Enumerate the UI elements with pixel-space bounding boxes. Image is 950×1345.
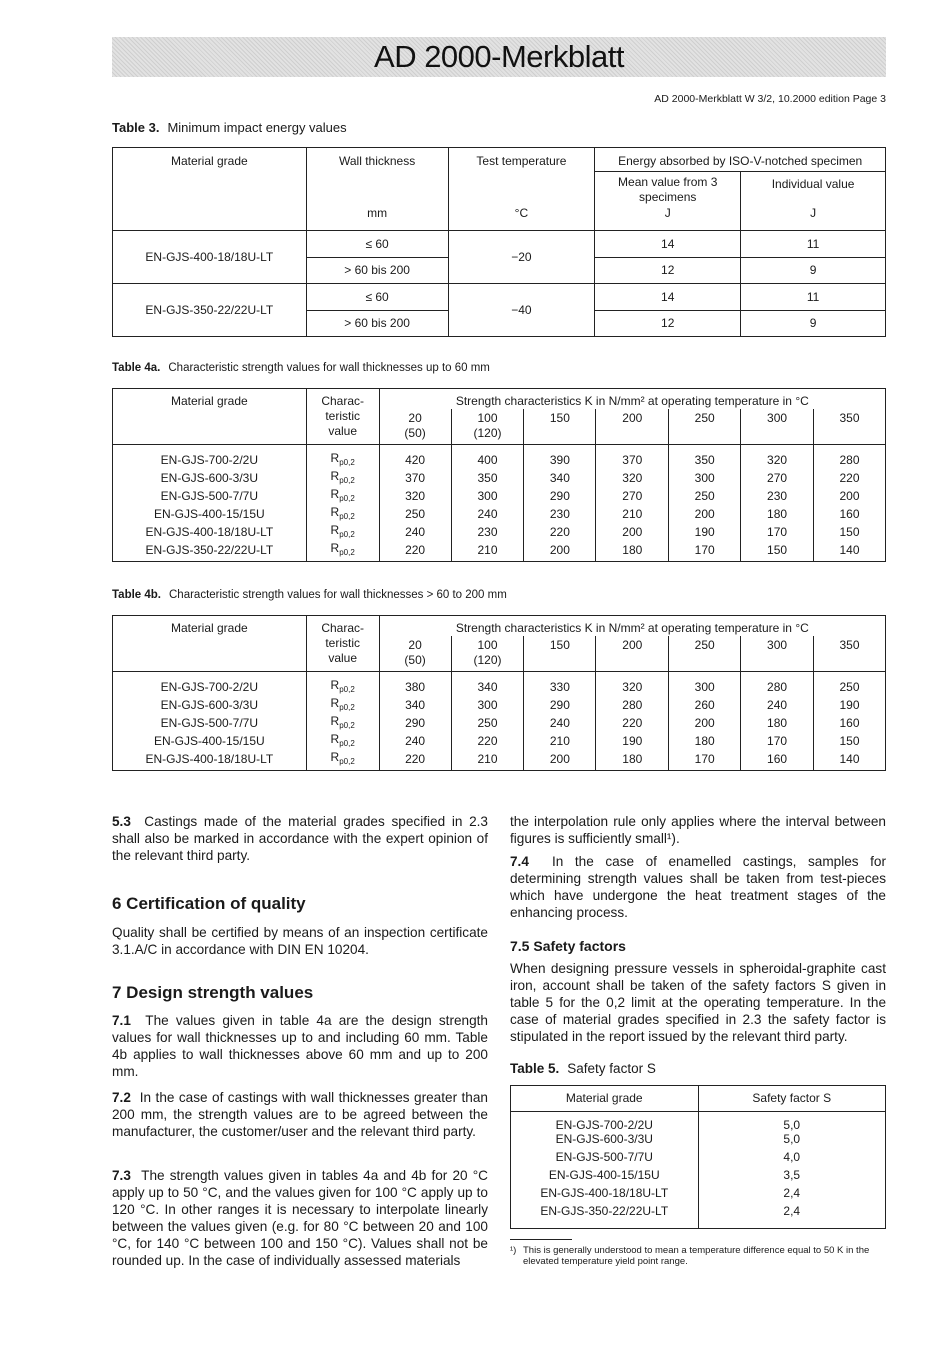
- strength-value: 380: [379, 672, 451, 695]
- safety-factor-value: 2,4: [698, 1204, 886, 1222]
- header-characteristic-value: Charac- teristic value: [306, 389, 379, 445]
- impact-individual-value: 11: [741, 231, 886, 257]
- strength-value: 200: [524, 539, 596, 557]
- header-material-grade: Material grade: [511, 1086, 699, 1112]
- header-material-grade: Material grade: [113, 616, 307, 672]
- table-spacer: [669, 557, 741, 561]
- strength-value: 320: [596, 467, 669, 485]
- strength-value: 300: [669, 672, 741, 695]
- temperature-value: 150: [549, 410, 570, 425]
- strength-material-grade: EN-GJS-400-18/18U-LT: [113, 748, 307, 766]
- impact-mean-value: 14: [595, 284, 741, 310]
- impact-mean-value: 12: [595, 310, 741, 336]
- temperature-range: (50): [404, 425, 426, 440]
- heading-safety-factors: 7.5 Safety factors: [510, 938, 626, 954]
- strength-value: 340: [524, 467, 596, 485]
- safety-material-grade: EN-GJS-500-7/7U: [511, 1150, 699, 1168]
- impact-wall-thickness: ≤ 60: [306, 231, 448, 257]
- header-temperature: [451, 409, 524, 445]
- strength-value: 390: [524, 445, 596, 468]
- header-strength-characteristics: Strength characteristics K in N/mm² at operating temperature in °C: [455, 394, 809, 408]
- section-5-3: 5.3 Castings made of the material grades specified in 2.3 shall also be marked in accordance with the expert opinion of the relevant third party.: [112, 814, 488, 863]
- temperature-value: 350: [839, 637, 860, 652]
- header-temperature: [451, 636, 524, 672]
- strength-value: 230: [524, 503, 596, 521]
- strength-value: 240: [741, 694, 814, 712]
- impact-test-temperature: −40: [448, 284, 595, 337]
- strength-value: 180: [741, 503, 814, 521]
- strength-material-grade: EN-GJS-350-22/22U-LT: [113, 539, 307, 557]
- table-spacer: [379, 766, 451, 770]
- table5-caption: Table 5. Safety factor S: [510, 1061, 656, 1076]
- strength-value: 200: [524, 748, 596, 766]
- strength-material-grade: EN-GJS-400-18/18U-LT: [113, 521, 307, 539]
- strength-value: 180: [669, 730, 741, 748]
- header-temperature: [379, 409, 451, 445]
- header-temperature: [669, 636, 741, 672]
- safety-material-grade: EN-GJS-600-3/3U: [511, 1132, 699, 1150]
- strength-value: 300: [451, 694, 524, 712]
- strength-characteristic: [306, 730, 379, 748]
- strength-value: 290: [379, 712, 451, 730]
- safety-material-grade: EN-GJS-400-18/18U-LT: [511, 1186, 699, 1204]
- characteristic-subscript: p0,2: [339, 757, 355, 766]
- characteristic-subscript: p0,2: [339, 512, 355, 521]
- characteristic-subscript: p0,2: [339, 494, 355, 503]
- strength-value: 140: [814, 539, 886, 557]
- strength-value: 350: [451, 467, 524, 485]
- table-spacer: [814, 557, 886, 561]
- impact-mean-value: 14: [595, 231, 741, 257]
- header-temperature: [596, 409, 669, 445]
- strength-characteristic: [306, 485, 379, 503]
- strength-material-grade: EN-GJS-600-3/3U: [113, 467, 307, 485]
- table3-caption: Table 3. Minimum impact energy values: [112, 120, 347, 135]
- strength-value: 320: [741, 445, 814, 468]
- strength-value: 370: [596, 445, 669, 468]
- strength-value: 250: [451, 712, 524, 730]
- strength-value: 150: [814, 730, 886, 748]
- temperature-range: (120): [473, 425, 502, 440]
- strength-characteristic: [306, 672, 379, 695]
- strength-value: 210: [524, 730, 596, 748]
- footnote-text: This is generally understood to mean a temperature difference equal to 50 K in the elevated temperature yield point range.: [523, 1245, 870, 1267]
- strength-value: 170: [741, 730, 814, 748]
- safety-material-grade: EN-GJS-700-2/2U: [511, 1112, 699, 1133]
- characteristic-symbol: R: [330, 696, 340, 710]
- safety-factor-value: 4,0: [698, 1150, 886, 1168]
- table-spacer: [524, 766, 596, 770]
- impact-wall-thickness: ≤ 60: [306, 284, 448, 310]
- characteristic-subscript: p0,2: [339, 458, 355, 467]
- table-spacer: [113, 557, 307, 561]
- characteristic-symbol: R: [330, 541, 340, 555]
- strength-characteristic: [306, 521, 379, 539]
- strength-value: 180: [741, 712, 814, 730]
- strength-value: 290: [524, 694, 596, 712]
- temperature-value: 20: [408, 637, 422, 652]
- strength-value: 220: [379, 748, 451, 766]
- table-spacer: [596, 766, 669, 770]
- strength-value: 320: [379, 485, 451, 503]
- strength-value: 250: [814, 672, 886, 695]
- temperature-value: 100: [477, 410, 498, 425]
- safety-material-grade: EN-GJS-400-15/15U: [511, 1168, 699, 1186]
- strength-characteristic: [306, 503, 379, 521]
- table4a-caption: Table 4a. Characteristic strength values for wall thicknesses up to 60 mm: [112, 362, 490, 374]
- temperature-range: (120): [473, 652, 502, 667]
- table-spacer: [741, 557, 814, 561]
- strength-value: 260: [669, 694, 741, 712]
- characteristic-symbol: R: [330, 750, 340, 764]
- header-temperature: [379, 636, 451, 672]
- characteristic-symbol: R: [330, 732, 340, 746]
- header-characteristic-value: Charac- teristic value: [306, 616, 379, 672]
- characteristic-symbol: R: [330, 451, 340, 465]
- strength-value: 400: [451, 445, 524, 468]
- temperature-value: 200: [622, 410, 643, 425]
- characteristic-subscript: p0,2: [339, 721, 355, 730]
- strength-value: 170: [669, 539, 741, 557]
- heading-design-strength: 7 Design strength values: [112, 983, 314, 1002]
- impact-individual-value: 11: [741, 284, 886, 310]
- unit-celsius: °C: [448, 206, 595, 230]
- strength-value: 320: [596, 672, 669, 695]
- strength-value: 240: [379, 521, 451, 539]
- table3-impact-energy: [112, 147, 886, 337]
- strength-value: 220: [451, 730, 524, 748]
- characteristic-symbol: R: [330, 487, 340, 501]
- characteristic-subscript: p0,2: [339, 476, 355, 485]
- table-spacer: [451, 766, 524, 770]
- temperature-value: 150: [549, 637, 570, 652]
- strength-value: 190: [596, 730, 669, 748]
- header-temperature: [741, 409, 814, 445]
- document-reference: AD 2000-Merkblatt W 3/2, 10.2000 edition Page 3: [654, 93, 886, 105]
- strength-value: 200: [814, 485, 886, 503]
- safety-factor-value: 5,0: [698, 1132, 886, 1150]
- strength-value: 210: [451, 539, 524, 557]
- strength-characteristic: [306, 748, 379, 766]
- strength-value: 200: [669, 503, 741, 521]
- strength-value: 160: [814, 503, 886, 521]
- strength-value: 240: [524, 712, 596, 730]
- table4b-caption: Table 4b. Characteristic strength values for wall thicknesses > 60 to 200 mm: [112, 589, 507, 601]
- header-temperature: [524, 636, 596, 672]
- unit-joule-mean: J: [595, 206, 741, 230]
- characteristic-subscript: p0,2: [339, 703, 355, 712]
- header-strength-characteristics: Strength characteristics K in N/mm² at operating temperature in °C: [455, 621, 809, 635]
- table-spacer: [524, 557, 596, 561]
- impact-wall-thickness: > 60 bis 200: [306, 310, 448, 336]
- strength-value: 300: [669, 467, 741, 485]
- unit-joule-individual: J: [741, 206, 886, 230]
- table5-safety-factor: [510, 1085, 886, 1229]
- strength-value: 140: [814, 748, 886, 766]
- strength-value: 370: [379, 467, 451, 485]
- strength-value: 340: [379, 694, 451, 712]
- strength-value: 300: [451, 485, 524, 503]
- header-temperature: [741, 636, 814, 672]
- table-spacer: [451, 557, 524, 561]
- table-spacer: [379, 557, 451, 561]
- impact-grade: EN-GJS-350-22/22U-LT: [113, 284, 307, 337]
- characteristic-symbol: R: [330, 505, 340, 519]
- unit-mm: mm: [306, 206, 448, 230]
- strength-value: 220: [379, 539, 451, 557]
- strength-value: 340: [451, 672, 524, 695]
- strength-value: 220: [596, 712, 669, 730]
- strength-value: 250: [379, 503, 451, 521]
- section-7-4: 7.4 In the case of enamelled castings, samples for determining strength values shall be taken from test-pieces which have undergone the heat treatment stages of the enhancing process.: [510, 854, 886, 920]
- strength-characteristic: [306, 445, 379, 468]
- table4a-strength-values: [112, 388, 886, 562]
- table4b-strength-values: [112, 615, 886, 771]
- strength-value: 240: [451, 503, 524, 521]
- strength-value: 330: [524, 672, 596, 695]
- temperature-value: 350: [839, 410, 860, 425]
- temperature-range: (50): [404, 652, 426, 667]
- impact-individual-value: 9: [741, 310, 886, 336]
- strength-characteristic: [306, 712, 379, 730]
- header-temperature: [814, 409, 886, 445]
- safety-material-grade: EN-GJS-350-22/22U-LT: [511, 1204, 699, 1222]
- strength-value: 180: [596, 748, 669, 766]
- header-temperature: [596, 636, 669, 672]
- header-temperature: [669, 409, 741, 445]
- temperature-value: 200: [622, 637, 643, 652]
- strength-value: 230: [451, 521, 524, 539]
- strength-value: 270: [741, 467, 814, 485]
- header-wall-thickness: Wall thickness: [306, 148, 448, 207]
- footnote-divider: [510, 1239, 572, 1240]
- temperature-value: 250: [694, 637, 715, 652]
- temperature-value: 300: [767, 637, 788, 652]
- section-7-3: 7.3 The strength values given in tables 4a and 4b for 20 °C apply up to 50 °C, and the values given for 100 °C apply up to 120 °C. In other ranges it is necessary to interpolate linearly between the values given (e.g. for 80 °C between 20 and 100 °C, for 140 °C between 100 and 150 °C). Values shall not be rounded up. In the case of individually assessed materials: [112, 1168, 488, 1268]
- header-test-temperature: Test temperature: [448, 148, 595, 207]
- header-energy-absorbed: Energy absorbed by ISO-V-notched specimen: [595, 148, 886, 172]
- characteristic-subscript: p0,2: [339, 530, 355, 539]
- strength-value: 190: [669, 521, 741, 539]
- page-title: AD 2000-Merkblatt: [374, 39, 624, 74]
- strength-material-grade: EN-GJS-500-7/7U: [113, 485, 307, 503]
- footnote-marker: ¹): [510, 1245, 517, 1256]
- strength-material-grade: EN-GJS-400-15/15U: [113, 503, 307, 521]
- table-spacer: [511, 1222, 699, 1228]
- strength-value: 190: [814, 694, 886, 712]
- header-mean-value: Mean value from 3 specimens: [595, 172, 741, 207]
- temperature-value: 300: [767, 410, 788, 425]
- table-spacer: [596, 557, 669, 561]
- strength-value: 210: [451, 748, 524, 766]
- strength-value: 230: [741, 485, 814, 503]
- strength-value: 200: [596, 521, 669, 539]
- header-individual-value: Individual value: [741, 172, 886, 207]
- title-banner: [112, 37, 886, 77]
- strength-value: 280: [596, 694, 669, 712]
- table-spacer: [698, 1222, 886, 1228]
- strength-material-grade: EN-GJS-500-7/7U: [113, 712, 307, 730]
- table-spacer: [306, 766, 379, 770]
- strength-characteristic: [306, 694, 379, 712]
- strength-value: 150: [814, 521, 886, 539]
- temperature-value: 20: [408, 410, 422, 425]
- strength-material-grade: EN-GJS-700-2/2U: [113, 672, 307, 695]
- header-temperature: [524, 409, 596, 445]
- table-spacer: [113, 766, 307, 770]
- header-safety-factor: Safety factor S: [698, 1086, 886, 1112]
- header-temperature: [814, 636, 886, 672]
- strength-material-grade: EN-GJS-400-15/15U: [113, 730, 307, 748]
- header-material-grade: Material grade: [113, 148, 307, 231]
- safety-factor-value: 3,5: [698, 1168, 886, 1186]
- section-7-3-continued: the interpolation rule only applies where the interval between figures is sufficiently small¹).: [510, 814, 886, 846]
- impact-individual-value: 9: [741, 257, 886, 283]
- characteristic-symbol: R: [330, 469, 340, 483]
- temperature-value: 250: [694, 410, 715, 425]
- characteristic-symbol: R: [330, 678, 340, 692]
- strength-value: 280: [741, 672, 814, 695]
- strength-material-grade: EN-GJS-700-2/2U: [113, 445, 307, 468]
- strength-value: 270: [596, 485, 669, 503]
- strength-value: 280: [814, 445, 886, 468]
- impact-test-temperature: −20: [448, 231, 595, 284]
- strength-value: 160: [741, 748, 814, 766]
- strength-value: 210: [596, 503, 669, 521]
- strength-value: 220: [524, 521, 596, 539]
- impact-wall-thickness: > 60 bis 200: [306, 257, 448, 283]
- characteristic-subscript: p0,2: [339, 739, 355, 748]
- strength-characteristic: [306, 539, 379, 557]
- strength-material-grade: EN-GJS-600-3/3U: [113, 694, 307, 712]
- section-6-text: Quality shall be certified by means of an inspection certificate 3.1.A/C in accordance with DIN EN 10204.: [112, 925, 488, 957]
- section-7-1: 7.1 The values given in table 4a are the design strength values for wall thicknesses up to and including 60 mm. Table 4b applies to wall thicknesses above 60 mm and up to 200 mm.: [112, 1013, 488, 1079]
- strength-value: 350: [669, 445, 741, 468]
- safety-factor-value: 5,0: [698, 1112, 886, 1133]
- strength-value: 170: [669, 748, 741, 766]
- strength-value: 200: [669, 712, 741, 730]
- strength-value: 150: [741, 539, 814, 557]
- strength-value: 420: [379, 445, 451, 468]
- characteristic-subscript: p0,2: [339, 548, 355, 557]
- strength-value: 170: [741, 521, 814, 539]
- section-7-5-text: When designing pressure vessels in spheroidal-graphite cast iron, account shall be taken of the safety factors S given in table 5 for the 0,2 limit at the operating temperature. In the case of material grades specified in 2.3 the safety factor is stipulated in the report issued by the relevant third party.: [510, 961, 886, 1044]
- temperature-value: 100: [477, 637, 498, 652]
- section-7-2: 7.2 In the case of castings with wall thicknesses greater than 200 mm, the strength values are to be agreed between the manufacturer, the customer/user and the relevant third party.: [112, 1090, 488, 1139]
- safety-factor-value: 2,4: [698, 1186, 886, 1204]
- table-spacer: [669, 766, 741, 770]
- header-material-grade: Material grade: [113, 389, 307, 445]
- impact-mean-value: 12: [595, 257, 741, 283]
- strength-value: 290: [524, 485, 596, 503]
- strength-characteristic: [306, 467, 379, 485]
- table-spacer: [814, 766, 886, 770]
- heading-certification: 6 Certification of quality: [112, 894, 306, 913]
- strength-value: 240: [379, 730, 451, 748]
- strength-value: 220: [814, 467, 886, 485]
- table-spacer: [741, 766, 814, 770]
- table-spacer: [306, 557, 379, 561]
- characteristic-subscript: p0,2: [339, 685, 355, 694]
- strength-value: 180: [596, 539, 669, 557]
- characteristic-symbol: R: [330, 714, 340, 728]
- characteristic-symbol: R: [330, 523, 340, 537]
- strength-value: 250: [669, 485, 741, 503]
- impact-grade: EN-GJS-400-18/18U-LT: [113, 231, 307, 284]
- strength-value: 160: [814, 712, 886, 730]
